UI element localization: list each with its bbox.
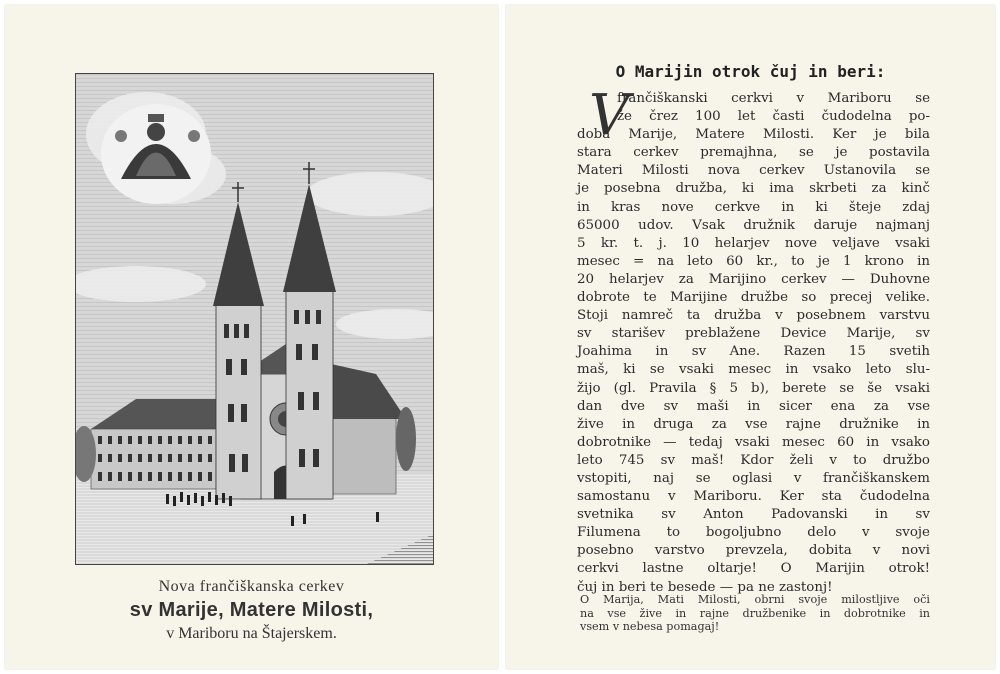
left-card	[5, 5, 498, 669]
body-line: Joahima in sv Ane. Razen 15 svetih	[577, 344, 930, 360]
body-line: samostanu v Mariboru. Ker sta čudodelna	[577, 489, 930, 505]
body-text	[577, 83, 930, 597]
caption-church-name: sv Marije, Matere Milosti,	[129, 599, 374, 621]
body-line: že črez 100 let časti čudodelna po-	[617, 109, 930, 125]
page-title: O Marijin otrok čuj in beri:	[615, 62, 886, 81]
caption-location: v Mariboru na Štajerskem.	[166, 625, 337, 642]
madonna-vignette	[101, 104, 211, 204]
body-line: vstopiti, naj se oglasi v frančiškanskem	[577, 470, 930, 486]
prayer-line: vsem v nebesa pomagaj!	[580, 620, 720, 634]
body-line: svetnika sv Anton Padovanski in sv	[577, 507, 930, 523]
prayer-text	[580, 593, 930, 634]
church-engraving	[75, 73, 434, 565]
body-line: mesec = na leto 60 kr., to je 1 krono in	[577, 253, 930, 269]
right-card	[506, 5, 995, 669]
body-line: žijo (gl. Pravila § 5 b), berete se še vsaki	[577, 380, 930, 396]
body-line: frančiškanski cerkvi v Mariboru se	[617, 91, 930, 106]
caption-line-1: Nova frančiškanska cerkev	[158, 578, 345, 595]
decorative-initial: V	[589, 83, 630, 148]
body-line: čuj in beri te besede — pa ne zastonj!	[577, 579, 833, 595]
body-line: je posebna družba, ki ima skrbeti za kinč	[577, 181, 930, 197]
body-line: posebno varstvo prevzela, dobita v novi	[577, 543, 930, 559]
body-line: 20 helarjev za Marijino cerkev — Duhovne	[577, 271, 930, 287]
body-line: Materi Milosti nova cerkev Ustanovila se	[577, 163, 930, 179]
body-line: cerkvi lastne oltarje! O Marijin otrok!	[577, 561, 930, 577]
body-line: žive in druga za vse rajne družnike in	[577, 416, 930, 432]
prayer-line: na vse žive in rajne družbenike in dobrotnike in	[580, 606, 930, 620]
body-line: dobrotnike — tedaj vsaki mesec 60 in vsako	[577, 434, 930, 450]
body-line: maš, ki se vsaki mesec in vsako leto slu-	[577, 362, 930, 378]
body-line: 5 kr. t. j. 10 helarjev nove veljave vsaki	[577, 235, 930, 251]
body-line: 65000 udov. Vsak družnik daruje najmanj	[577, 217, 930, 233]
body-line: dobrote te Marijine družbe so precej velike.	[577, 290, 930, 306]
prayer-line: O Marija, Mati Milosti, obrni svoje milostljive oči	[580, 593, 930, 606]
body-line: dan dve sv maši in sicer ena za vse	[577, 398, 930, 414]
body-line: doba Marije, Matere Milosti. Ker je bila	[577, 127, 930, 143]
body-line: sv starišev preblažene Device Marije, sv	[577, 326, 930, 342]
body-line: in kras nove cerkve in ki šteje zdaj	[577, 199, 930, 215]
body-line: Stoji namreč ta družba v posebnem varstvu	[577, 308, 930, 324]
body-line: stara cerkev premajhna, se je postavila	[577, 145, 930, 161]
body-line: leto 745 sv maš! Kdor želi v to družbo	[577, 452, 930, 468]
body-line: Filumena to bogoljubno delo v svoje	[577, 525, 930, 541]
